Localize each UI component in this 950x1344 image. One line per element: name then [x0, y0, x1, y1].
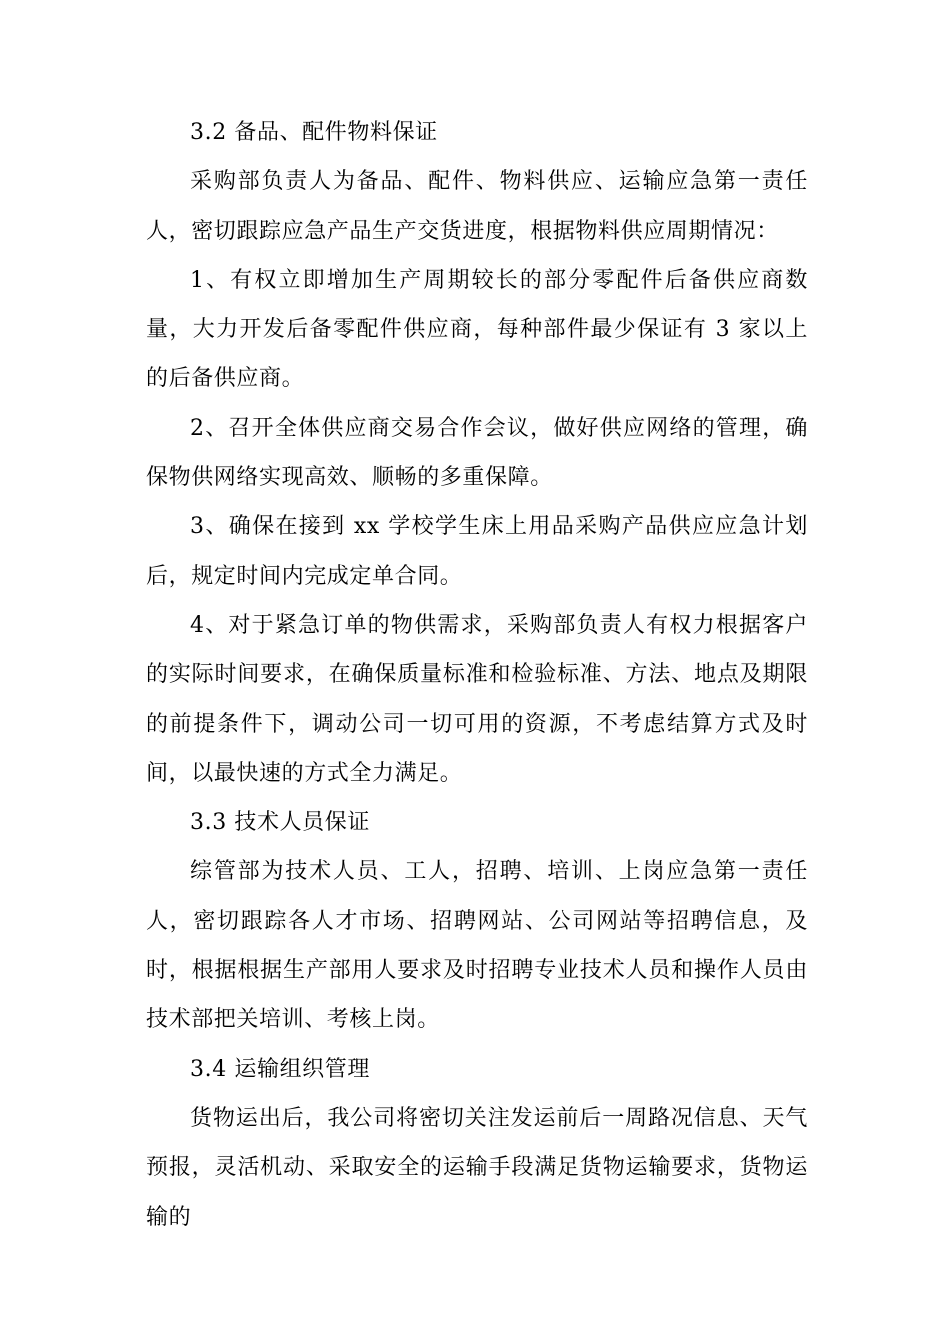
list-item: 4、对于紧急订单的物供需求，采购部负责人有权力根据客户的实际时间要求，在确保质量标准和检验标准、方法、地点及期限的前提条件下，调动公司一切可用的资源，不考虑结算方式及时间，以最快速的方式全力满足。 — [146, 612, 808, 786]
paragraph: 货物运出后，我公司将密切关注发运前后一周路况信息、天气预报，灵活机动、采取安全的运输手段满足货物运输要求，货物运输的 — [146, 1105, 808, 1230]
section-heading-3-4: 3.4 运输组织管理 — [190, 1056, 370, 1082]
paragraph: 采购部负责人为备品、配件、物料供应、运输应急第一责任人，密切跟踪应急产品生产交货进度，根据物料供应周期情况： — [146, 169, 808, 244]
list-item: 2、召开全体供应商交易合作会议，做好供应网络的管理，确保物供网络实现高效、顺畅的多重保障。 — [146, 415, 808, 491]
paragraph: 综管部为技术人员、工人，招聘、培训、上岗应急第一责任人，密切跟踪各人才市场、招聘网站、公司网站等招聘信息，及时，根据根据生产部用人要求及时招聘专业技术人员和操作人员由技术部把关培训、考核上岗。 — [146, 859, 808, 1033]
list-item: 1、有权立即增加生产周期较长的部分零配件后备供应商数量，大力开发后备零配件供应商，每种部件最少保证有 3 家以上的后备供应商。 — [146, 267, 808, 392]
list-item: 3、确保在接到 xx 学校学生床上用品采购产品供应应急计划后，规定时间内完成定单合同。 — [146, 514, 808, 589]
section-heading-3-2: 3.2 备品、配件物料保证 — [190, 120, 438, 145]
document-body — [146, 108, 808, 1242]
section-heading-3-3: 3.3 技术人员保证 — [190, 810, 370, 836]
